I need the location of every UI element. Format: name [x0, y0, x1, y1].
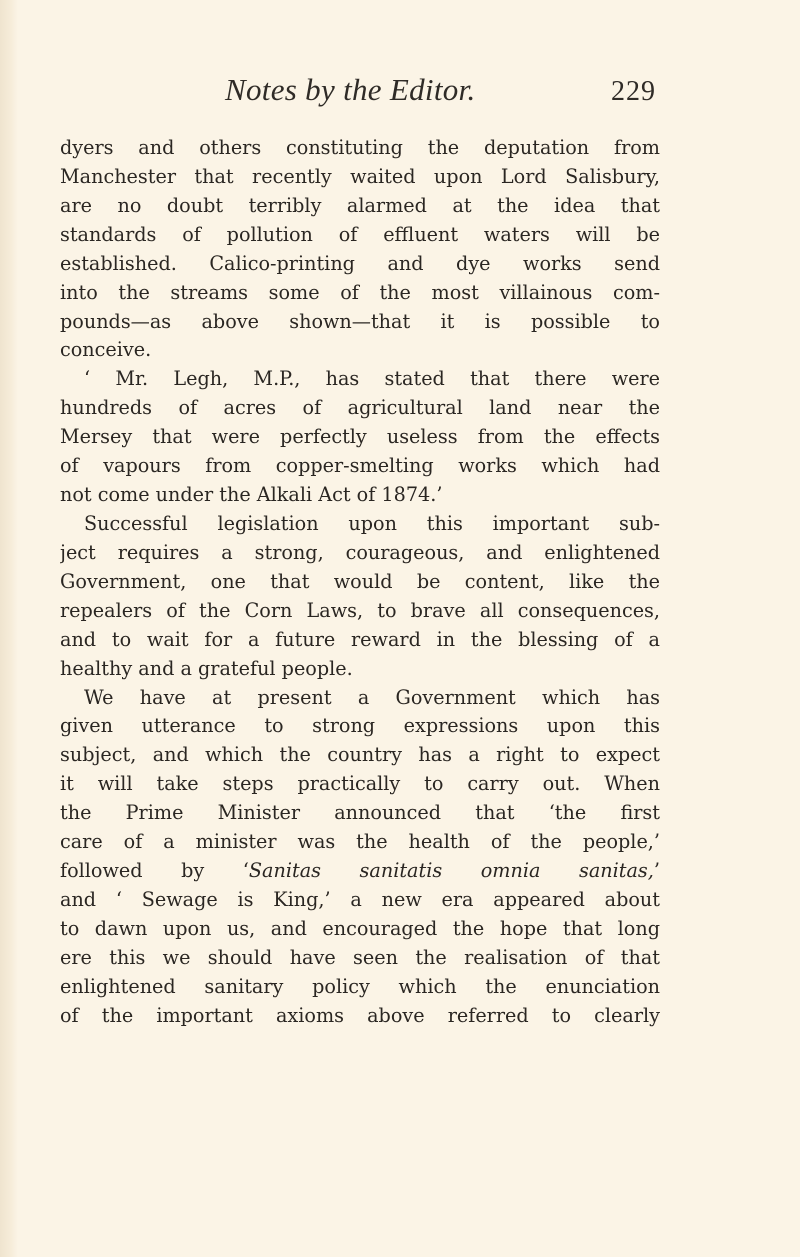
text-line: repealers of the Corn Laws, to brave all consequences, — [60, 598, 660, 622]
text-line: given utterance to strong expressions upon this — [60, 714, 660, 738]
running-head: Notes by the Editor. — [225, 72, 476, 107]
text-line: not come under the Alkali Act of 1874.’ — [60, 483, 443, 507]
text-line: hundreds of acres of agricultural land near the — [60, 396, 660, 420]
text-line: ject requires a strong, courageous, and enlightened — [60, 540, 660, 564]
text-line: into the streams some of the most villainous com- — [60, 280, 660, 304]
page-gutter-shadow — [0, 0, 18, 1257]
text-line: of vapours from copper-smelting works which had — [60, 454, 660, 478]
text-line: and ‘ Sewage is King,’ a new era appeared about — [60, 887, 660, 911]
text-line: We have at present a Government which has — [84, 685, 660, 709]
text-line: of the important axioms above referred to clearly — [60, 1003, 660, 1027]
text-line: Government, one that would be content, like the — [60, 569, 660, 593]
text-line: ere this we should have seen the realisation of that — [60, 945, 660, 969]
page-header — [60, 70, 660, 110]
text-line — [60, 857, 660, 886]
text-line: are no doubt terribly alarmed at the idea that — [60, 193, 660, 217]
text-line: Successful legislation upon this important sub- — [84, 511, 660, 535]
text-line: Manchester that recently waited upon Lord Salisbury, — [60, 164, 660, 188]
text-line: established. Calico-printing and dye works send — [60, 251, 660, 275]
text-line: healthy and a grateful people. — [60, 656, 353, 680]
text-line: conceive. — [60, 338, 152, 362]
text-line: pounds—as above shown—that it is possible to — [60, 309, 660, 333]
text-line: enlightened sanitary policy which the enunciation — [60, 974, 660, 998]
text-line: to dawn upon us, and encouraged the hope that long — [60, 916, 660, 940]
text-line: the Prime Minister announced that ‘the first — [60, 801, 660, 825]
text-line: ‘ Mr. Legh, M.P., has stated that there were — [84, 367, 660, 391]
text-line: standards of pollution of effluent waters will be — [60, 222, 660, 246]
text-line: dyers and others constituting the deputation from — [60, 136, 660, 159]
text-line: and to wait for a future reward in the blessing of a — [60, 627, 660, 651]
text-run: ’ — [653, 859, 660, 883]
text-line: Mersey that were perfectly useless from the effects — [60, 425, 660, 449]
latin-quotation: Sanitas sanitatis omnia sanitas, — [248, 859, 654, 883]
page-number: 229 — [611, 76, 656, 107]
text-line: it will take steps practically to carry out. When — [60, 772, 660, 796]
text-run: followed by ‘ — [60, 859, 249, 883]
text-line: subject, and which the country has a right to expect — [60, 743, 660, 767]
body-text — [60, 134, 660, 1031]
text-line: care of a minister was the health of the people,’ — [60, 830, 660, 854]
